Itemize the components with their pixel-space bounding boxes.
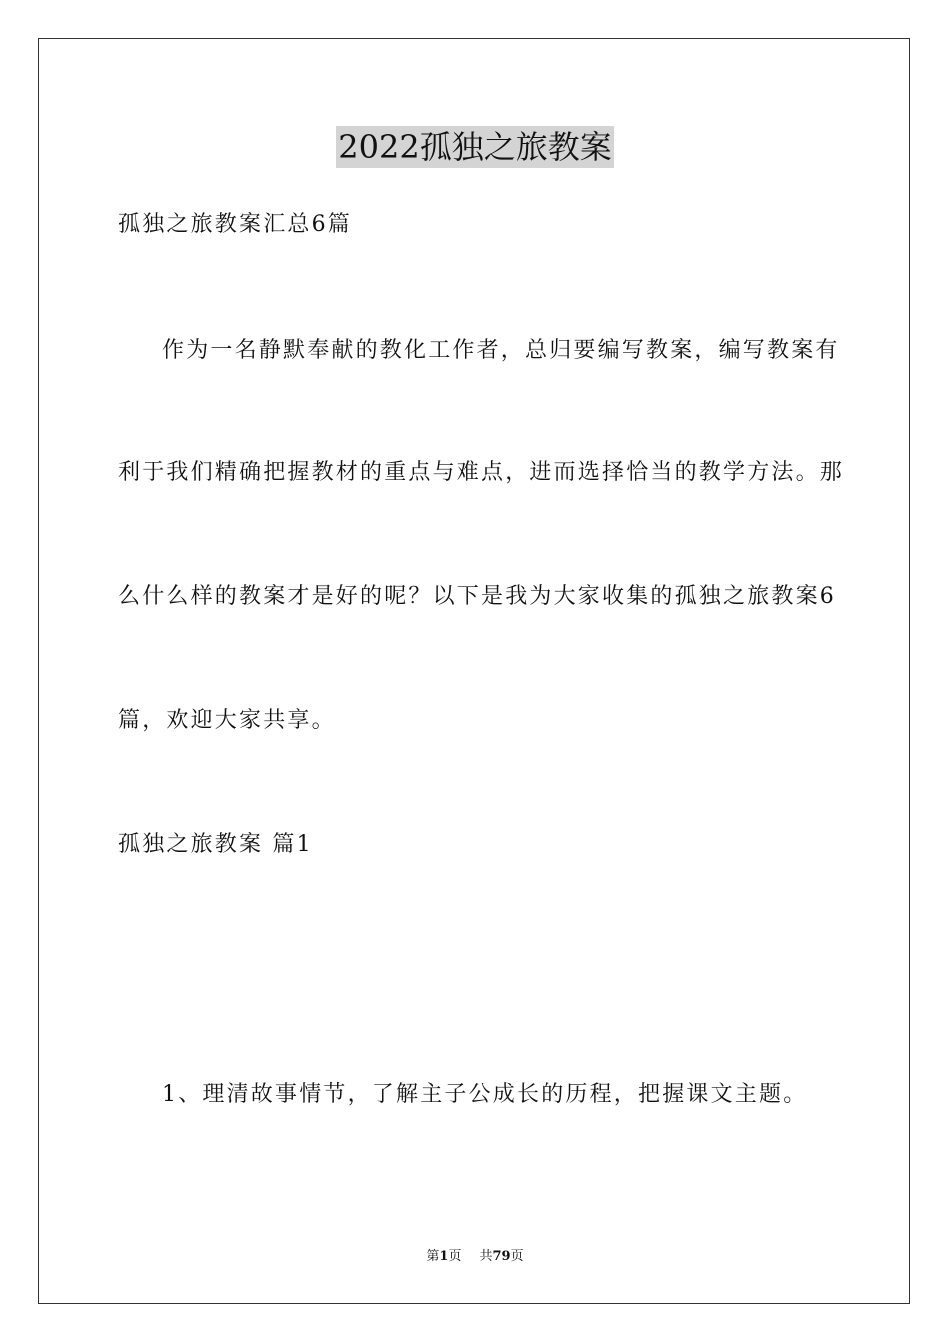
page-footer [0, 1248, 950, 1266]
paragraph-line-3: 么什么样的教案才是好的呢？以下是我为大家收集的孤独之旅教案6 [118, 584, 836, 609]
footer-page-prefix: 第 [426, 1249, 440, 1264]
title-container [0, 126, 950, 168]
paragraph-line-2: 利于我们精确把握教材的重点与难点，进而选择恰当的教学方法。那 [118, 460, 845, 485]
footer-page-total: 79 [492, 1249, 511, 1264]
footer-total-prefix: 共 [479, 1249, 493, 1264]
list-item-1: 1、理清故事情节，了解主子公成长的历程，把握课文主题。 [162, 1082, 808, 1107]
footer-total-suffix: 页 [510, 1249, 524, 1264]
section-heading: 孤独之旅教案 篇1 [118, 832, 313, 857]
paragraph-line-1: 作为一名静默奉献的教化工作者，总归要编写教案，编写教案有 [162, 338, 840, 363]
footer-page-current: 1 [439, 1249, 449, 1264]
document-title: 2022孤独之旅教案 [338, 128, 612, 166]
paragraph-line-4: 篇，欢迎大家共享。 [118, 708, 336, 733]
document-subtitle: 孤独之旅教案汇总6篇 [118, 212, 352, 237]
footer-page-suffix: 页 [448, 1249, 462, 1264]
